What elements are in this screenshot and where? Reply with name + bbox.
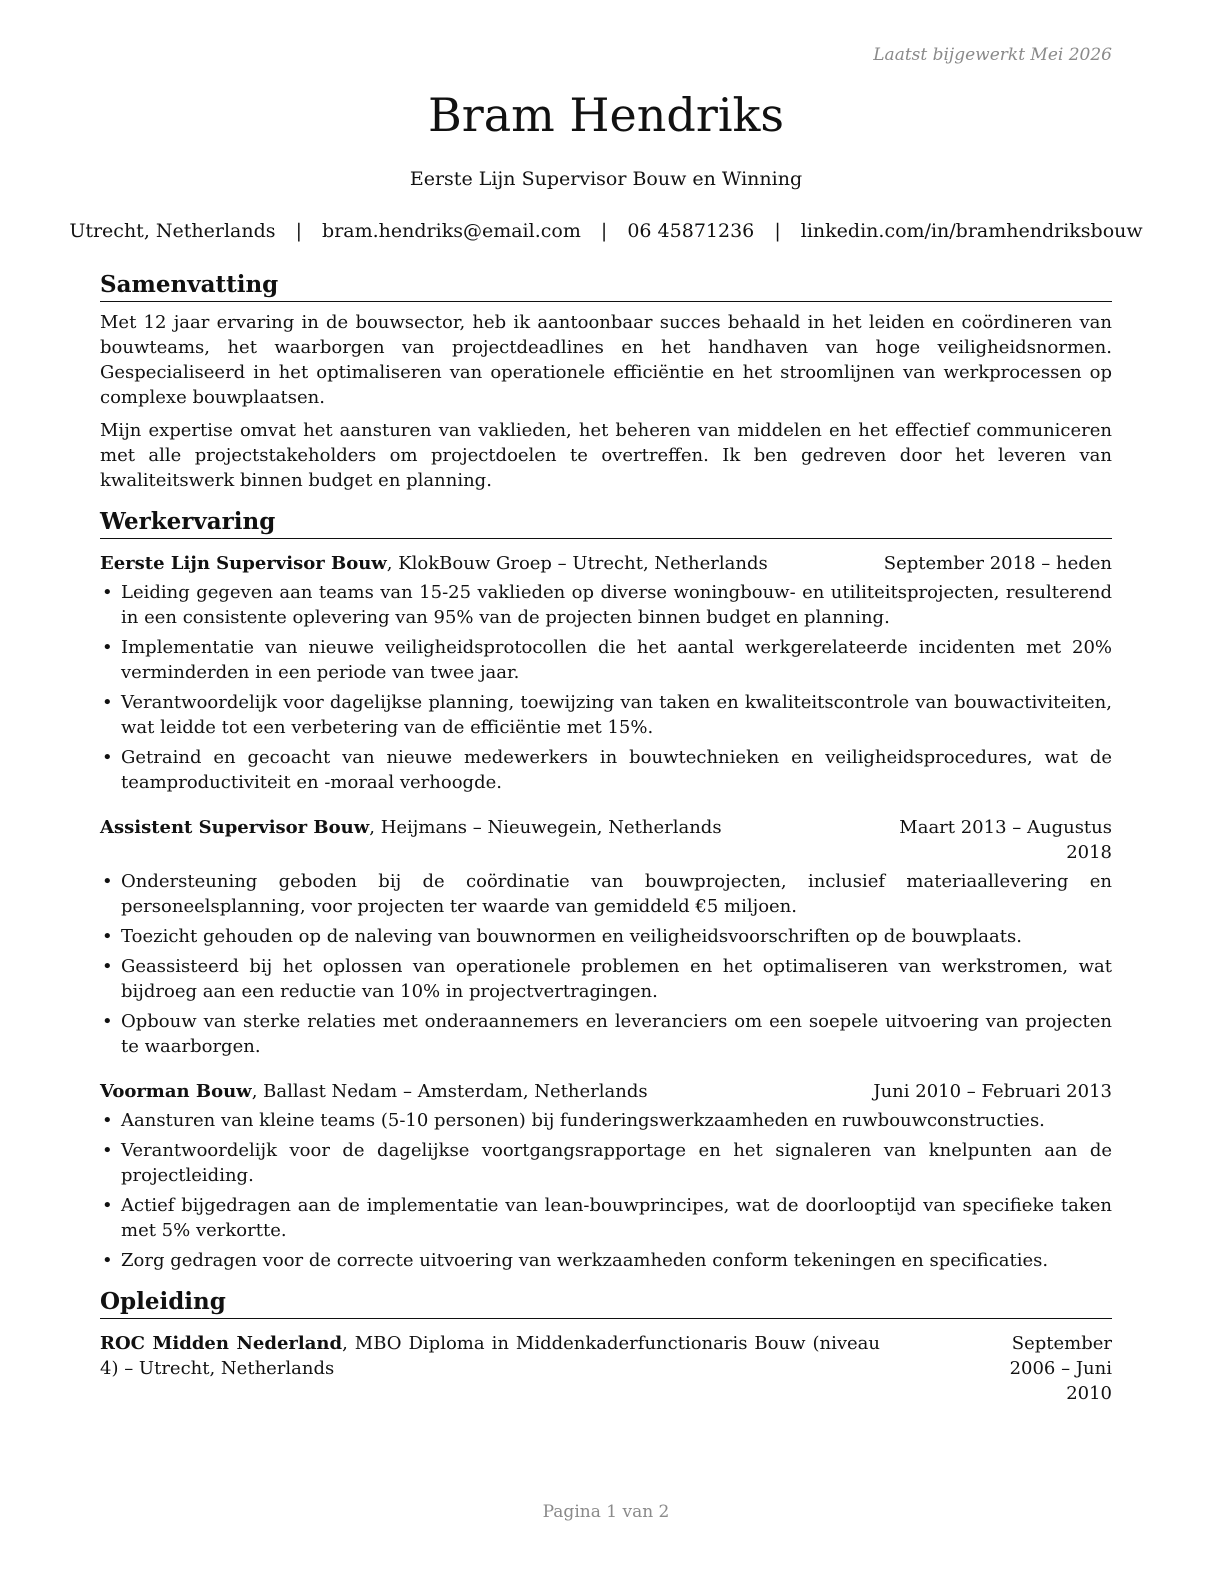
job-bullet: • Aansturen van kleine teams (5-10 personen) bij funderingswerkzaamheden en ruwbouwconstructies.: [100, 1108, 1112, 1133]
job-bullet: • Ondersteuning geboden bij de coördinatie van bouwprojecten, inclusief materiaallevering en personeelsplanning, voor projecten ter waarde van gemiddeld €5 miljoen.: [100, 869, 1112, 919]
education-dates: September 2006 – Juni 2010: [1009, 1333, 1112, 1404]
job-bullet: • Actief bijgedragen aan de implementatie van lean-bouwprincipes, wat de doorlooptijd van specifieke taken met 5% verkortte.: [100, 1193, 1112, 1243]
candidate-name: Bram Hendriks: [427, 88, 785, 142]
job-bullet: • Leiding gegeven aan teams van 15-25 vaklieden op diverse woningbouw- en utiliteitsprojecten, resulterend in een consistente oplevering van 95% van de projecten binnen budget en planning.: [100, 580, 1112, 630]
experience-section: [100, 507, 1112, 1273]
job-role: Assistent Supervisor Bouw: [100, 817, 370, 838]
job-dates: Juni 2010 – Februari 2013: [873, 1081, 1112, 1102]
job-bullets: [100, 869, 1112, 1059]
job-bullets: [100, 1108, 1112, 1273]
candidate-title: Eerste Lijn Supervisor Bouw en Winning: [409, 168, 803, 190]
summary-paragraph: Mijn expertise omvat het aansturen van vaklieden, het beheren van middelen en het effectief communiceren met alle projectstakeholders om projectdoelen te overtreffen. Ik ben gedreven door het leveren van kwaliteitswerk binnen budget en planning.: [100, 420, 1112, 491]
summary-paragraph: Met 12 jaar ervaring in de bouwsector, heb ik aantoonbaar succes behaald in het leiden en coördineren van bouwteams, het waarborgen van projectdeadlines en het handhaven van hoge veiligheidsnormen. Gespecialiseerd in het optimaliseren van operationele efficiëntie en het stroomlijnen van werkprocessen op complexe bouwplaatsen.: [100, 312, 1112, 408]
job-bullet: • Zorg gedragen voor de correcte uitvoering van werkzaamheden conform tekeningen en specificaties.: [100, 1248, 1112, 1273]
job-header: [100, 551, 1112, 576]
job-entry: [100, 815, 1112, 1059]
resume-body: [100, 270, 1112, 1420]
contact-separator: |: [774, 220, 781, 242]
job-company: , KlokBouw Groep – Utrecht, Netherlands: [386, 553, 768, 574]
education-entry: [100, 1331, 1112, 1406]
page-number: Pagina 1 van 2: [542, 1502, 670, 1522]
job-dates: Maart 2013 – Augustus 2018: [899, 817, 1112, 863]
job-bullet: • Opbouw van sterke relaties met onderaannemers en leveranciers om een soepele uitvoering van projecten te waarborgen.: [100, 1009, 1112, 1059]
job-bullets: [100, 580, 1112, 795]
job-company: , Ballast Nedam – Amsterdam, Netherlands: [251, 1081, 648, 1102]
job-bullet: • Geassisteerd bij het oplossen van operationele problemen en het optimaliseren van werkstromen, wat bijdroeg aan een reductie van 10% in projectvertragingen.: [100, 954, 1112, 1004]
job-company: , Heijmans – Nieuwegein, Netherlands: [369, 817, 722, 838]
contact-location: Utrecht, Netherlands: [69, 220, 276, 242]
contact-separator: |: [600, 220, 608, 242]
job-entry: [100, 1079, 1112, 1273]
job-bullet: • Getraind en gecoacht van nieuwe medewerkers in bouwtechnieken en veiligheidsprocedures, wat de teamproductiviteit en -moraal verhoogde.: [100, 745, 1112, 795]
contact-phone: 06 45871236: [627, 220, 755, 242]
contact-linkedin[interactable]: linkedin.com/in/bramhendriksbouw: [800, 220, 1143, 242]
education-school: ROC Midden Nederland: [100, 1333, 343, 1354]
job-bullet: • Verantwoordelijk voor de dagelijkse voortgangsrapportage en het signaleren van knelpunten aan de projectleiding.: [100, 1138, 1112, 1188]
contact-email[interactable]: bram.hendriks@email.com: [322, 220, 581, 242]
job-bullet: • Verantwoordelijk voor dagelijkse planning, toewijzing van taken en kwaliteitscontrole van bouwactiviteiten, wat leidde tot een verbetering van de efficiëntie met 15%.: [100, 690, 1112, 740]
summary-heading: Samenvatting: [100, 270, 1112, 302]
education-heading: Opleiding: [100, 1287, 1112, 1319]
contact-line: [0, 220, 1212, 242]
education-section: [100, 1287, 1112, 1406]
last-updated-note: Laatst bijgewerkt Mei 2026: [873, 45, 1112, 65]
job-bullet: • Toezicht gehouden op de naleving van bouwnormen en veiligheidsvoorschriften op de bouwplaats.: [100, 924, 1112, 949]
job-header: [100, 1079, 1112, 1104]
job-dates: September 2018 – heden: [883, 553, 1112, 574]
job-header: [100, 815, 1112, 865]
experience-heading: Werkervaring: [100, 507, 1112, 539]
contact-separator: |: [295, 220, 302, 242]
summary-section: [100, 270, 1112, 493]
job-role: Voorman Bouw: [100, 1081, 252, 1102]
job-role: Eerste Lijn Supervisor Bouw: [100, 553, 387, 574]
education-detail: , MBO Diploma in Middenkaderfunctionaris Bouw (niveau 4) – Utrecht, Netherlands: [100, 1333, 880, 1379]
job-entry: [100, 551, 1112, 795]
job-bullet: • Implementatie van nieuwe veiligheidsprotocollen die het aantal werkgerelateerde incidenten met 20% verminderden in een periode van twee jaar.: [100, 635, 1112, 685]
